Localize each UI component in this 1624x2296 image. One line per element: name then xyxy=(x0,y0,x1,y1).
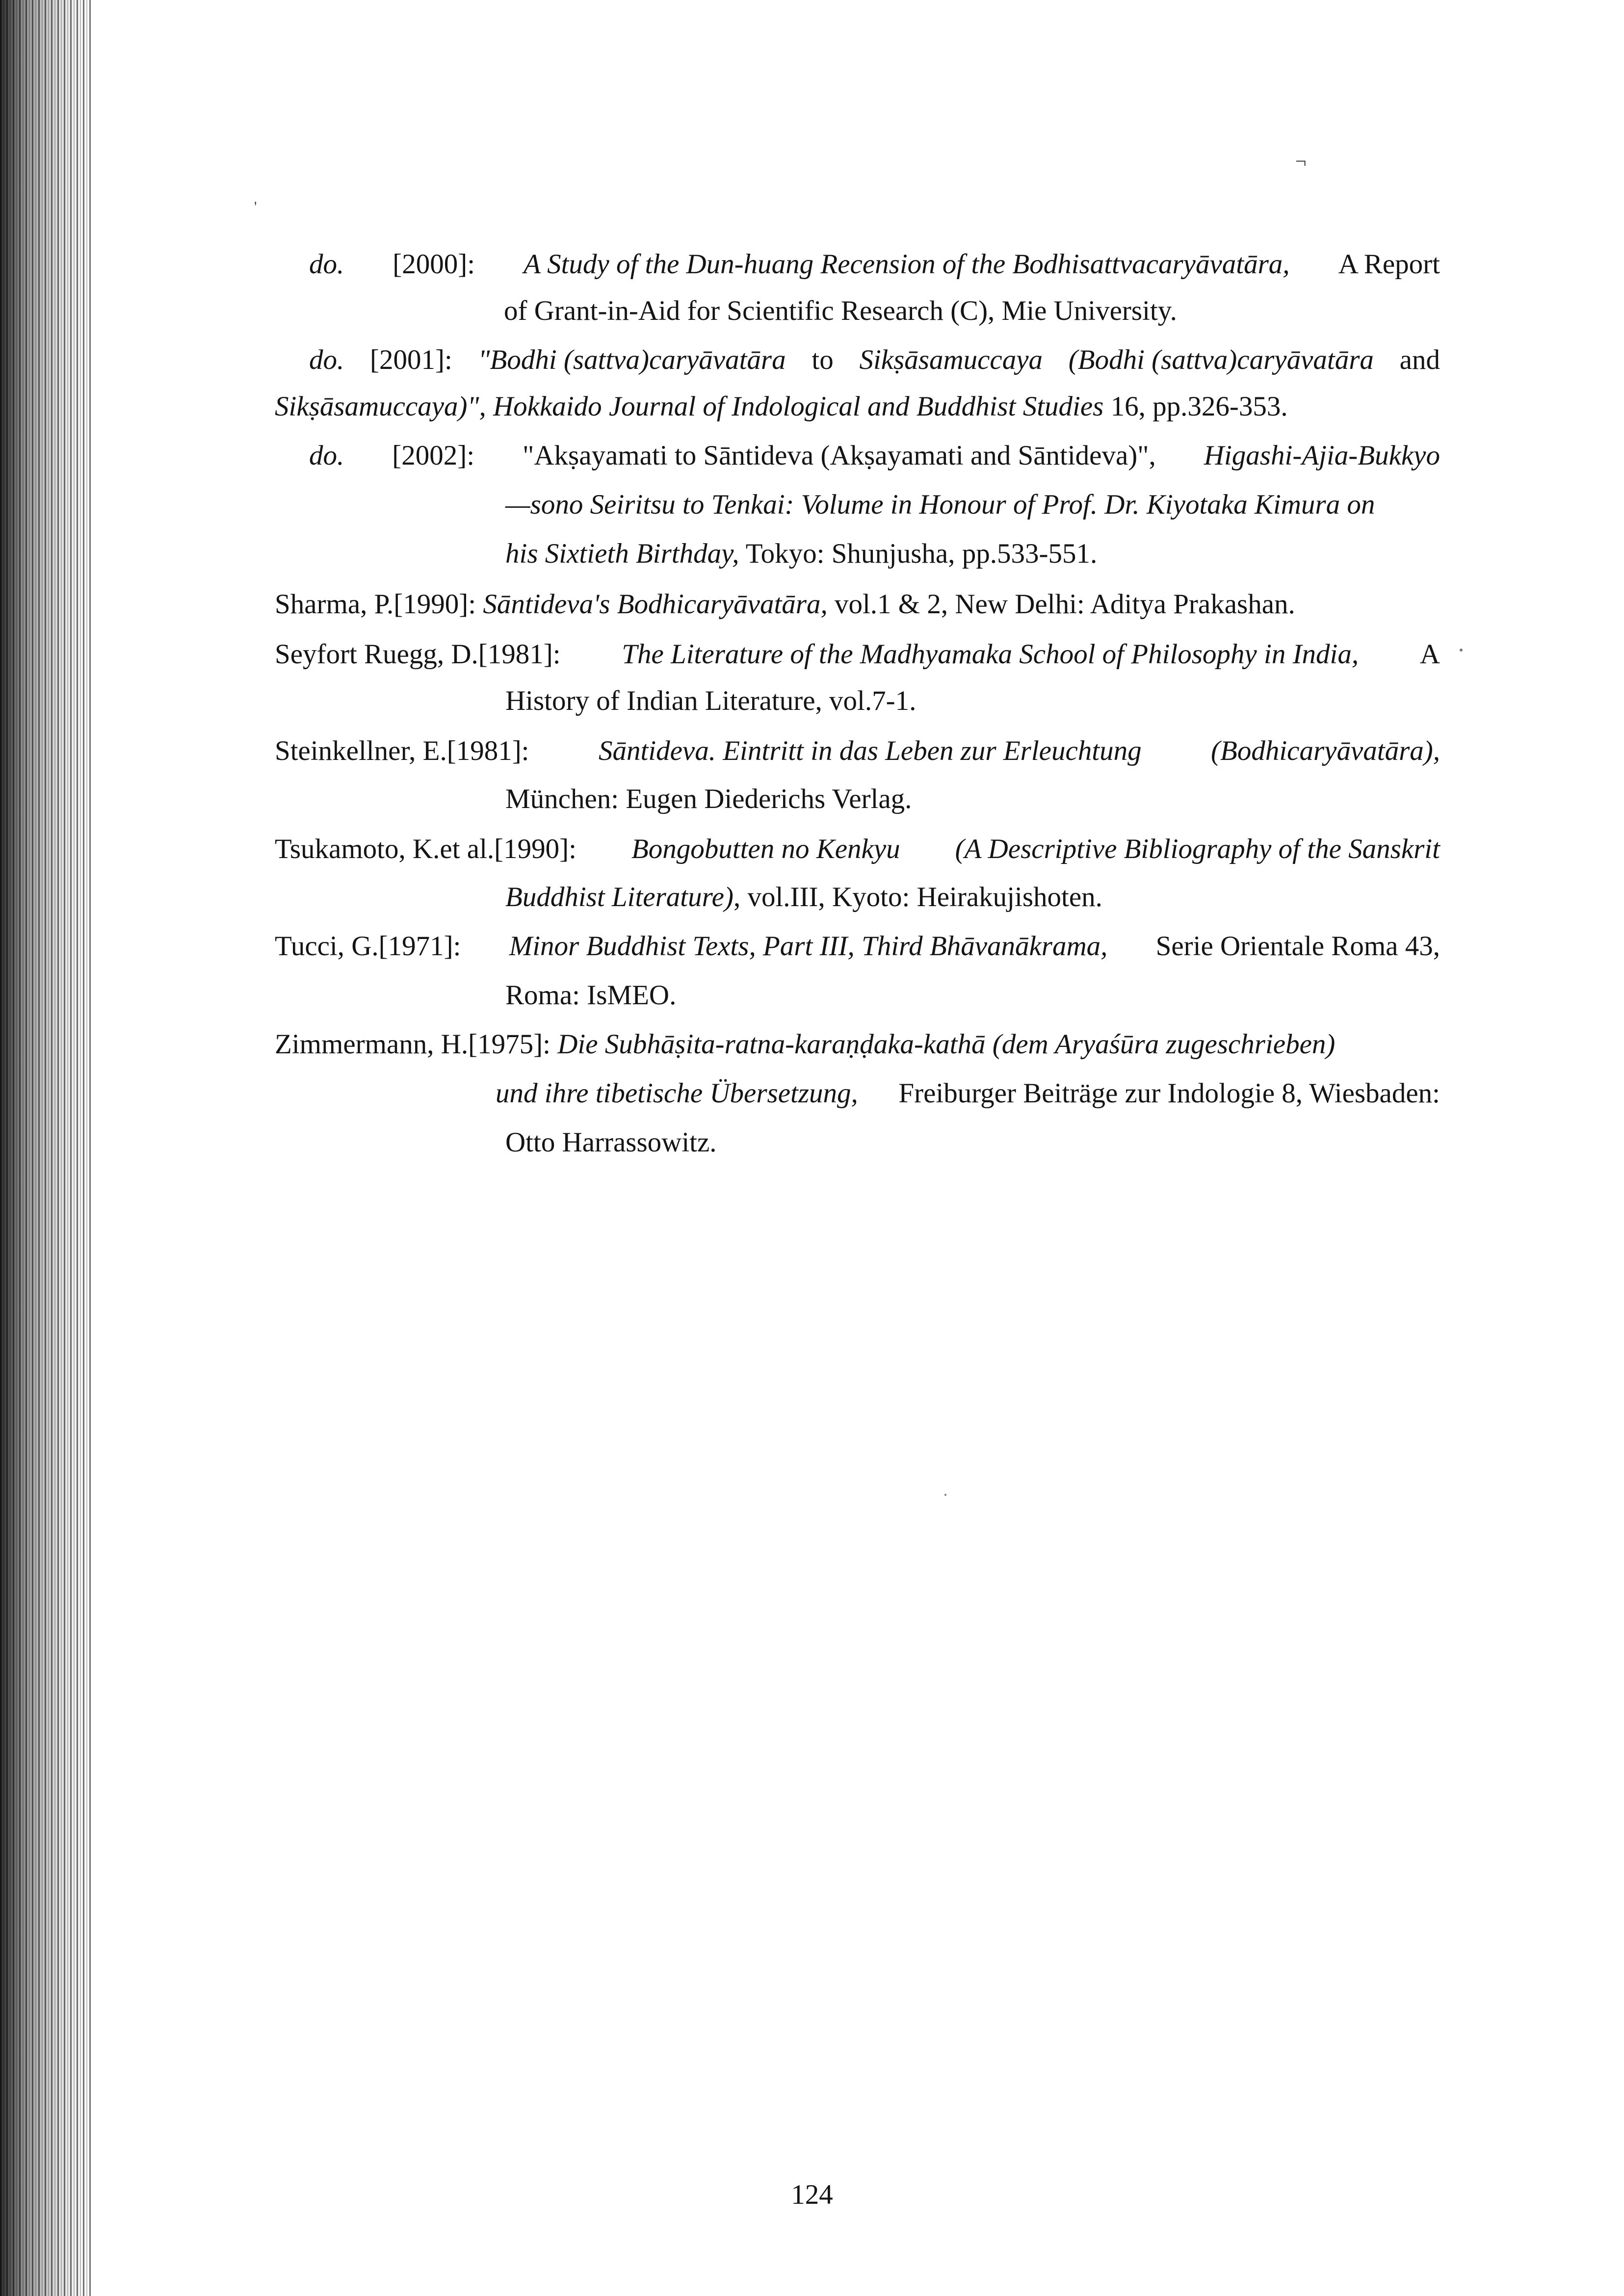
reference-steinkellner-line-2: München: Eugen Diederichs Verlag. xyxy=(505,783,912,814)
reference-zimmermann-line-1 xyxy=(275,1028,1335,1061)
ref-author: Tucci, G.[1971]: xyxy=(275,931,461,962)
scan-speck xyxy=(944,1494,946,1496)
page-number: 124 xyxy=(791,2179,833,2210)
reference-2001-line-2 xyxy=(275,390,1288,423)
scan-speck xyxy=(1460,649,1463,652)
reference-2001-line-1 xyxy=(309,343,1440,377)
ref-year: [2002]: xyxy=(392,440,475,471)
ref-author: do. xyxy=(309,440,344,471)
binding-edge xyxy=(0,0,91,2296)
reference-2002-line-1 xyxy=(309,439,1440,472)
reference-seyfort-ruegg-line-2: History of Indian Literature, vol.7-1. xyxy=(505,685,917,716)
reference-tsukamoto-line-1 xyxy=(275,833,1440,866)
ref-text: "Akṣayamati to Sāntideva (Akṣayamati and Sāntideva)", xyxy=(523,440,1156,471)
ref-text: Serie Orientale Roma 43, xyxy=(1155,931,1440,962)
ref-author: Zimmermann, H.[1975]: xyxy=(275,1029,550,1060)
ref-title: Sikṣāsamuccaya)", Hokkaido Journal of Indological and Buddhist Studies xyxy=(275,391,1104,422)
reference-tucci-line-2: Roma: IsMEO. xyxy=(505,980,677,1011)
ref-author: Sharma, P.[1990]: xyxy=(275,589,476,620)
stray-mark-top-right: ¬ xyxy=(1295,150,1307,172)
reference-tsukamoto-line-2 xyxy=(505,881,1102,914)
reference-sharma xyxy=(275,588,1295,621)
reference-seyfort-ruegg-line-1 xyxy=(275,638,1440,671)
stray-mark-top-left: ' xyxy=(254,199,257,215)
ref-title: und ihre tibetische Übersetzung, xyxy=(496,1078,858,1109)
ref-title: Buddhist Literature) xyxy=(505,882,733,913)
ref-year: [2001]: xyxy=(370,344,452,375)
ref-title: Sāntideva. Eintritt in das Leben zur Erleuchtung xyxy=(598,735,1142,766)
ref-author: Seyfort Ruegg, D.[1981]: xyxy=(275,639,561,670)
ref-author: Steinkellner, E.[1981]: xyxy=(275,735,529,766)
reference-2000-line-2: of Grant-in-Aid for Scientific Research (C), Mie University. xyxy=(504,295,1177,326)
ref-title: (A Descriptive Bibliography of the Sanskrit xyxy=(955,834,1440,864)
reference-2000-line-1 xyxy=(309,248,1440,281)
ref-title: A Study of the Dun-huang Recension of the Bodhisattvacaryāvatāra, xyxy=(524,249,1290,280)
ref-title: his Sixtieth Birthday, xyxy=(505,538,739,569)
reference-2002-line-2: —sono Seiritsu to Tenkai: Volume in Honour of Prof. Dr. Kiyotaka Kimura on xyxy=(505,489,1375,520)
ref-text: 16, pp.326-353. xyxy=(1103,391,1288,422)
reference-zimmermann-line-2 xyxy=(496,1077,1440,1110)
ref-title: Higashi-Ajia-Bukkyo xyxy=(1204,440,1440,471)
reference-tucci-line-1 xyxy=(275,930,1440,963)
reference-2002-line-3 xyxy=(505,537,1097,571)
ref-text: , vol.III, Kyoto: Heirakujishoten. xyxy=(733,882,1102,913)
reference-zimmermann-line-3: Otto Harrassowitz. xyxy=(505,1127,717,1158)
ref-title: (Bodhicaryāvatāra), xyxy=(1211,735,1440,766)
ref-year: [2000]: xyxy=(393,249,475,280)
ref-text: Freiburger Beiträge zur Indologie 8, Wiesbaden: xyxy=(898,1078,1440,1109)
ref-author: do. xyxy=(309,344,344,375)
ref-text: to xyxy=(812,344,834,375)
reference-steinkellner-line-1 xyxy=(275,734,1440,768)
ref-title: (Bodhi (sattva)caryāvatāra xyxy=(1068,344,1374,375)
ref-title: Sikṣāsamuccaya xyxy=(859,344,1043,375)
ref-text: and xyxy=(1399,344,1440,375)
ref-title: The Literature of the Madhyamaka School of Philosophy in India, xyxy=(622,639,1359,670)
ref-title: Sāntideva's Bodhicaryāvatāra, xyxy=(483,589,828,620)
ref-text: vol.1 & 2, New Delhi: Aditya Prakashan. xyxy=(827,589,1295,620)
ref-title: Minor Buddhist Texts, Part III, Third Bhāvanākrama, xyxy=(509,931,1108,962)
ref-author: do. xyxy=(309,249,344,280)
ref-author: Tsukamoto, K.et al.[1990]: xyxy=(275,834,576,864)
ref-title: "Bodhi (sattva)caryāvatāra xyxy=(478,344,786,375)
ref-text: A Report xyxy=(1338,249,1440,280)
ref-title: Die Subhāṣita-ratna-karaṇḍaka-kathā (dem Aryaśūra zugeschrieben) xyxy=(557,1029,1336,1060)
ref-text: Tokyo: Shunjusha, pp.533-551. xyxy=(739,538,1098,569)
ref-text: A xyxy=(1419,639,1440,670)
ref-title: Bongobutten no Kenkyu xyxy=(631,834,900,864)
